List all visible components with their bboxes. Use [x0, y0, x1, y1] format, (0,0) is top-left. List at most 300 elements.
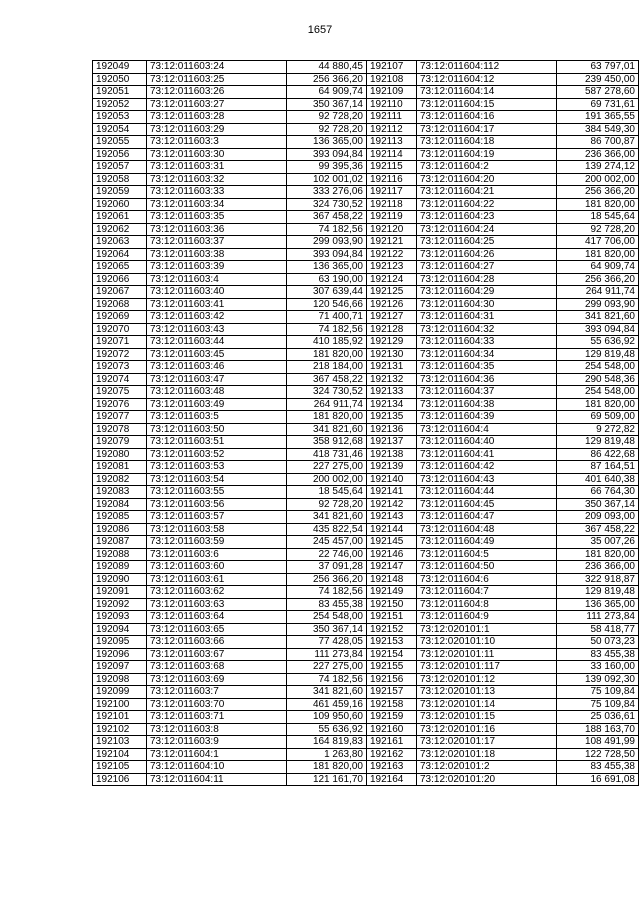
cadastral-value: 254 548,00: [557, 361, 639, 374]
row-number: 192104: [93, 748, 147, 761]
row-number: 192093: [93, 611, 147, 624]
row-number: 192148: [367, 573, 417, 586]
cadastral-value: 181 820,00: [287, 348, 367, 361]
cadastral-value: 120 546,66: [287, 298, 367, 311]
cadastral-number: 73:12:011603:71: [147, 711, 287, 724]
table-row: [93, 98, 367, 111]
cadastral-value: 290 548,36: [557, 373, 639, 386]
row-number: 192158: [367, 698, 417, 711]
cadastral-number: 73:12:011604:47: [417, 511, 557, 524]
row-number: 192083: [93, 486, 147, 499]
row-number: 192119: [367, 211, 417, 224]
row-number: 192068: [93, 298, 147, 311]
table-row: [367, 411, 639, 424]
table-row: [367, 86, 639, 99]
table-row: [93, 448, 367, 461]
cadastral-number: 73:12:011603:29: [147, 123, 287, 136]
table-row: [93, 198, 367, 211]
cadastral-number: 73:12:020101:18: [417, 748, 557, 761]
table-row: [367, 336, 639, 349]
row-number: 192120: [367, 223, 417, 236]
cadastral-value: 358 912,68: [287, 436, 367, 449]
cadastral-number: 73:12:011603:48: [147, 386, 287, 399]
table-row: [93, 186, 367, 199]
cadastral-value: 341 821,60: [287, 686, 367, 699]
table-row: [93, 73, 367, 86]
row-number: 192066: [93, 273, 147, 286]
row-number: 192161: [367, 736, 417, 749]
cadastral-value: 350 367,14: [287, 623, 367, 636]
cadastral-number: 73:12:020101:14: [417, 698, 557, 711]
cadastral-number: 73:12:011604:49: [417, 536, 557, 549]
row-number: 192138: [367, 448, 417, 461]
cadastral-number: 73:12:011603:25: [147, 73, 287, 86]
table-row: [367, 236, 639, 249]
table-row: [367, 736, 639, 749]
cadastral-number: 73:12:011603:59: [147, 536, 287, 549]
cadastral-number: 73:12:020101:16: [417, 723, 557, 736]
row-number: 192154: [367, 648, 417, 661]
cadastral-value: 108 491,99: [557, 736, 639, 749]
cadastral-value: 350 367,14: [557, 498, 639, 511]
row-number: 192050: [93, 73, 147, 86]
row-number: 192134: [367, 398, 417, 411]
row-number: 192114: [367, 148, 417, 161]
cadastral-value: 299 093,90: [557, 298, 639, 311]
table-row: [367, 536, 639, 549]
cadastral-value: 69 509,00: [557, 411, 639, 424]
row-number: 192129: [367, 336, 417, 349]
cadastral-value: 200 002,00: [287, 473, 367, 486]
row-number: 192072: [93, 348, 147, 361]
cadastral-number: 73:12:011604:35: [417, 361, 557, 374]
cadastral-value: 139 274,12: [557, 161, 639, 174]
table-row: [93, 773, 367, 786]
cadastral-value: 324 730,52: [287, 198, 367, 211]
table-row: [93, 548, 367, 561]
cadastral-value: 44 880,45: [287, 61, 367, 74]
row-number: 192098: [93, 673, 147, 686]
cadastral-number: 73:12:020101:13: [417, 686, 557, 699]
table-row: [93, 173, 367, 186]
cadastral-number: 73:12:011603:30: [147, 148, 287, 161]
cadastral-number: 73:12:011603:66: [147, 636, 287, 649]
cadastral-number: 73:12:011603:6: [147, 548, 287, 561]
cadastral-value: 367 458,22: [287, 211, 367, 224]
cadastral-value: 92 728,20: [287, 123, 367, 136]
cadastral-value: 435 822,54: [287, 523, 367, 536]
table-row: [93, 298, 367, 311]
cadastral-value: 384 549,30: [557, 123, 639, 136]
cadastral-value: 136 365,00: [287, 136, 367, 149]
row-number: 192136: [367, 423, 417, 436]
table-row: [367, 461, 639, 474]
cadastral-number: 73:12:011603:60: [147, 561, 287, 574]
row-number: 192061: [93, 211, 147, 224]
row-number: 192131: [367, 361, 417, 374]
row-number: 192135: [367, 411, 417, 424]
cadastral-value: 256 366,20: [557, 273, 639, 286]
row-number: 192103: [93, 736, 147, 749]
row-number: 192065: [93, 261, 147, 274]
cadastral-value: 109 950,60: [287, 711, 367, 724]
cadastral-number: 73:12:011604:2: [417, 161, 557, 174]
cadastral-value: 122 728,50: [557, 748, 639, 761]
cadastral-number: 73:12:011603:46: [147, 361, 287, 374]
cadastral-number: 73:12:011603:33: [147, 186, 287, 199]
row-number: 192111: [367, 111, 417, 124]
table-row: [367, 186, 639, 199]
table-row: [93, 461, 367, 474]
cadastral-value: 367 458,22: [287, 373, 367, 386]
table-row: [93, 611, 367, 624]
row-number: 192063: [93, 236, 147, 249]
cadastral-number: 73:12:011603:7: [147, 686, 287, 699]
row-number: 192088: [93, 548, 147, 561]
row-number: 192151: [367, 611, 417, 624]
row-number: 192133: [367, 386, 417, 399]
table-row: [367, 286, 639, 299]
cadastral-value: 74 182,56: [287, 223, 367, 236]
cadastral-number: 73:12:011604:8: [417, 598, 557, 611]
table-row: [93, 211, 367, 224]
row-number: 192051: [93, 86, 147, 99]
cadastral-value: 236 366,00: [557, 148, 639, 161]
cadastral-value: 227 275,00: [287, 461, 367, 474]
cadastral-number: 73:12:011603:65: [147, 623, 287, 636]
row-number: 192089: [93, 561, 147, 574]
row-number: 192123: [367, 261, 417, 274]
row-number: 192085: [93, 511, 147, 524]
table-row: [367, 361, 639, 374]
row-number: 192137: [367, 436, 417, 449]
cadastral-value: 1 263,80: [287, 748, 367, 761]
table-row: [93, 636, 367, 649]
cadastral-number: 73:12:011603:58: [147, 523, 287, 536]
row-number: 192144: [367, 523, 417, 536]
table-row: [367, 636, 639, 649]
cadastral-number: 73:12:011604:19: [417, 148, 557, 161]
table-row: [367, 73, 639, 86]
cadastral-value: 63 797,01: [557, 61, 639, 74]
cadastral-number: 73:12:011604:45: [417, 498, 557, 511]
right-table-body: [367, 61, 639, 786]
table-row: [367, 448, 639, 461]
cadastral-value: 181 820,00: [557, 548, 639, 561]
cadastral-number: 73:12:011603:53: [147, 461, 287, 474]
cadastral-number: 73:12:011604:17: [417, 123, 557, 136]
cadastral-number: 73:12:011603:63: [147, 598, 287, 611]
row-number: 192105: [93, 761, 147, 774]
cadastral-value: 83 455,38: [287, 598, 367, 611]
cadastral-value: 86 700,87: [557, 136, 639, 149]
cadastral-value: 299 093,90: [287, 236, 367, 249]
table-row: [93, 586, 367, 599]
cadastral-number: 73:12:011604:22: [417, 198, 557, 211]
table-row: [93, 598, 367, 611]
table-row: [93, 573, 367, 586]
row-number: 192062: [93, 223, 147, 236]
row-number: 192155: [367, 661, 417, 674]
row-number: 192077: [93, 411, 147, 424]
table-row: [367, 623, 639, 636]
cadastral-number: 73:12:011604:24: [417, 223, 557, 236]
table-row: [367, 311, 639, 324]
cadastral-number: 73:12:011603:47: [147, 373, 287, 386]
cadastral-number: 73:12:011604:15: [417, 98, 557, 111]
cadastral-number: 73:12:011604:32: [417, 323, 557, 336]
cadastral-number: 73:12:011604:27: [417, 261, 557, 274]
cadastral-value: 55 636,92: [287, 723, 367, 736]
cadastral-value: 307 639,44: [287, 286, 367, 299]
table-row: [367, 648, 639, 661]
row-number: 192087: [93, 536, 147, 549]
table-row: [367, 748, 639, 761]
row-number: 192074: [93, 373, 147, 386]
cadastral-number: 73:12:011603:49: [147, 398, 287, 411]
cadastral-value: 58 418,77: [557, 623, 639, 636]
row-number: 192162: [367, 748, 417, 761]
cadastral-value: 74 182,56: [287, 673, 367, 686]
table-row: [93, 286, 367, 299]
table-row: [93, 136, 367, 149]
row-number: 192070: [93, 323, 147, 336]
cadastral-value: 139 092,30: [557, 673, 639, 686]
cadastral-number: 73:12:011604:44: [417, 486, 557, 499]
table-row: [367, 111, 639, 124]
cadastral-value: 25 036,61: [557, 711, 639, 724]
cadastral-value: 129 819,48: [557, 348, 639, 361]
cadastral-value: 200 002,00: [557, 173, 639, 186]
table-row: [367, 173, 639, 186]
cadastral-number: 73:12:011603:27: [147, 98, 287, 111]
cadastral-number: 73:12:011603:28: [147, 111, 287, 124]
cadastral-number: 73:12:011604:6: [417, 573, 557, 586]
table-row: [367, 211, 639, 224]
row-number: 192112: [367, 123, 417, 136]
cadastral-value: 64 909,74: [287, 86, 367, 99]
row-number: 192118: [367, 198, 417, 211]
cadastral-number: 73:12:011604:48: [417, 523, 557, 536]
cadastral-number: 73:12:011604:21: [417, 186, 557, 199]
row-number: 192132: [367, 373, 417, 386]
cadastral-number: 73:12:011604:11: [147, 773, 287, 786]
row-number: 192080: [93, 448, 147, 461]
row-number: 192069: [93, 311, 147, 324]
cadastral-value: 92 728,20: [557, 223, 639, 236]
table-row: [93, 661, 367, 674]
table-row: [93, 373, 367, 386]
table-row: [367, 148, 639, 161]
row-number: 192096: [93, 648, 147, 661]
cadastral-value: 341 821,60: [557, 311, 639, 324]
cadastral-number: 73:12:011603:3: [147, 136, 287, 149]
cadastral-value: 9 272,82: [557, 423, 639, 436]
table-row: [93, 236, 367, 249]
cadastral-number: 73:12:011603:69: [147, 673, 287, 686]
table-row: [93, 498, 367, 511]
table-row: [367, 548, 639, 561]
cadastral-value: 393 094,84: [557, 323, 639, 336]
table-row: [367, 698, 639, 711]
cadastral-value: 111 273,84: [557, 611, 639, 624]
row-number: 192163: [367, 761, 417, 774]
table-row: [367, 561, 639, 574]
cadastral-number: 73:12:011604:33: [417, 336, 557, 349]
page-number: 1657: [307, 24, 333, 36]
table-row: [367, 586, 639, 599]
cadastral-number: 73:12:011604:43: [417, 473, 557, 486]
cadastral-value: 71 400,71: [287, 311, 367, 324]
cadastral-number: 73:12:011603:68: [147, 661, 287, 674]
cadastral-number: 73:12:011603:8: [147, 723, 287, 736]
cadastral-number: 73:12:011603:40: [147, 286, 287, 299]
cadastral-number: 73:12:011603:43: [147, 323, 287, 336]
table-row: [93, 273, 367, 286]
table-row: [93, 323, 367, 336]
row-number: 192142: [367, 498, 417, 511]
cadastral-value: 111 273,84: [287, 648, 367, 661]
cadastral-number: 73:12:011603:4: [147, 273, 287, 286]
row-number: 192054: [93, 123, 147, 136]
cadastral-value: 75 109,84: [557, 698, 639, 711]
table-row: [93, 423, 367, 436]
cadastral-value: 322 918,87: [557, 573, 639, 586]
table-row: [367, 298, 639, 311]
cadastral-value: 102 001,02: [287, 173, 367, 186]
cadastral-number: 73:12:011604:16: [417, 111, 557, 124]
cadastral-number: 73:12:011604:38: [417, 398, 557, 411]
cadastral-value: 55 636,92: [557, 336, 639, 349]
table-row: [93, 473, 367, 486]
row-number: 192149: [367, 586, 417, 599]
cadastral-number: 73:12:011603:50: [147, 423, 287, 436]
cadastral-value: 254 548,00: [557, 386, 639, 399]
cadastral-number: 73:12:011604:40: [417, 436, 557, 449]
cadastral-number: 73:12:011603:32: [147, 173, 287, 186]
row-number: 192094: [93, 623, 147, 636]
row-number: 192113: [367, 136, 417, 149]
table-row: [367, 711, 639, 724]
cadastral-number: 73:12:011604:36: [417, 373, 557, 386]
table-row: [367, 98, 639, 111]
row-number: 192116: [367, 173, 417, 186]
cadastral-number: 73:12:011603:41: [147, 298, 287, 311]
table-row: [367, 261, 639, 274]
cadastral-value: 256 366,20: [287, 73, 367, 86]
cadastral-value: 74 182,56: [287, 323, 367, 336]
cadastral-value: 37 091,28: [287, 561, 367, 574]
cadastral-number: 73:12:020101:10: [417, 636, 557, 649]
row-number: 192146: [367, 548, 417, 561]
table-row: [93, 536, 367, 549]
row-number: 192082: [93, 473, 147, 486]
cadastral-value: 181 820,00: [287, 411, 367, 424]
row-number: 192101: [93, 711, 147, 724]
cadastral-number: 73:12:011603:52: [147, 448, 287, 461]
table-row: [367, 761, 639, 774]
cadastral-value: 63 190,00: [287, 273, 367, 286]
cadastral-value: 254 548,00: [287, 611, 367, 624]
table-row: [93, 261, 367, 274]
row-number: 192100: [93, 698, 147, 711]
cadastral-number: 73:12:011603:24: [147, 61, 287, 74]
cadastral-number: 73:12:020101:117: [417, 661, 557, 674]
cadastral-value: 367 458,22: [557, 523, 639, 536]
row-number: 192117: [367, 186, 417, 199]
row-number: 192115: [367, 161, 417, 174]
row-number: 192124: [367, 273, 417, 286]
table-row: [367, 223, 639, 236]
row-number: 192152: [367, 623, 417, 636]
cadastral-value: 181 820,00: [557, 248, 639, 261]
cadastral-number: 73:12:011604:23: [417, 211, 557, 224]
cadastral-number: 73:12:011604:20: [417, 173, 557, 186]
table-row: [367, 773, 639, 786]
table-row: [367, 661, 639, 674]
row-number: 192058: [93, 173, 147, 186]
cadastral-value: 410 185,92: [287, 336, 367, 349]
row-number: 192097: [93, 661, 147, 674]
cadastral-value: 35 007,26: [557, 536, 639, 549]
table-row: [367, 273, 639, 286]
table-row: [93, 123, 367, 136]
row-number: 192095: [93, 636, 147, 649]
table-row: [93, 561, 367, 574]
row-number: 192079: [93, 436, 147, 449]
cadastral-value: 418 731,46: [287, 448, 367, 461]
row-number: 192064: [93, 248, 147, 261]
cadastral-value: 341 821,60: [287, 423, 367, 436]
row-number: 192075: [93, 386, 147, 399]
table-row: [93, 511, 367, 524]
cadastral-value: 50 073,23: [557, 636, 639, 649]
cadastral-number: 73:12:011604:1: [147, 748, 287, 761]
table-row: [93, 686, 367, 699]
cadastral-value: 264 911,74: [287, 398, 367, 411]
cadastral-number: 73:12:011603:51: [147, 436, 287, 449]
row-number: 192106: [93, 773, 147, 786]
table-row: [367, 348, 639, 361]
cadastral-value: 18 545,64: [287, 486, 367, 499]
table-row: [93, 111, 367, 124]
row-number: 192053: [93, 111, 147, 124]
table-row: [367, 473, 639, 486]
cadastral-value: 401 640,38: [557, 473, 639, 486]
cadastral-number: 73:12:011604:9: [417, 611, 557, 624]
cadastral-value: 417 706,00: [557, 236, 639, 249]
cadastral-value: 83 455,38: [557, 648, 639, 661]
row-number: 192125: [367, 286, 417, 299]
cadastral-value: 264 911,74: [557, 286, 639, 299]
cadastral-value: 33 160,00: [557, 661, 639, 674]
right-table: [366, 60, 639, 786]
table-row: [367, 423, 639, 436]
cadastral-number: 73:12:011604:30: [417, 298, 557, 311]
cadastral-number: 73:12:011603:36: [147, 223, 287, 236]
cadastral-number: 73:12:011604:37: [417, 386, 557, 399]
cadastral-value: 92 728,20: [287, 498, 367, 511]
cadastral-number: 73:12:011604:34: [417, 348, 557, 361]
table-row: [93, 723, 367, 736]
row-number: 192049: [93, 61, 147, 74]
cadastral-value: 136 365,00: [557, 598, 639, 611]
table-row: [93, 436, 367, 449]
cadastral-value: 245 457,00: [287, 536, 367, 549]
table-row: [93, 711, 367, 724]
cadastral-value: 75 109,84: [557, 686, 639, 699]
left-table-body: [93, 61, 367, 786]
